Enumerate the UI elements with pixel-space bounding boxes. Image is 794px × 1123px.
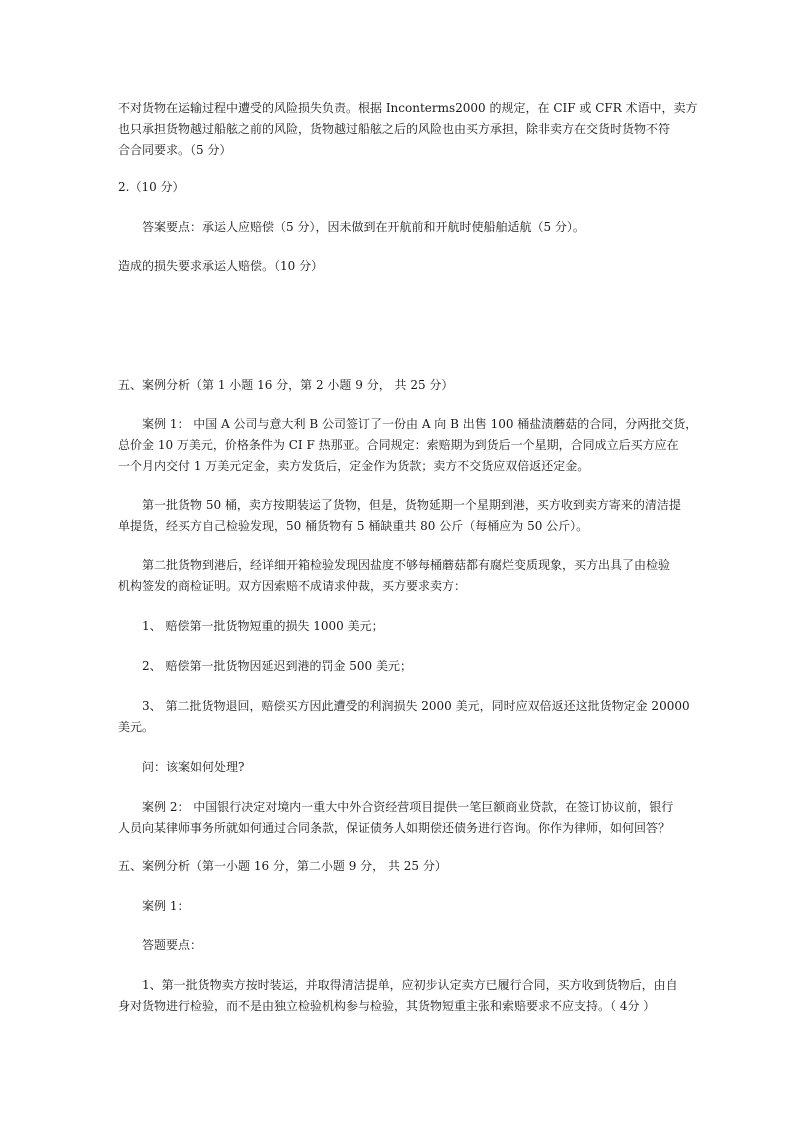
section5-heading bbox=[118, 375, 678, 396]
claim-item-3 bbox=[118, 696, 690, 738]
case1-paragraph bbox=[118, 414, 698, 477]
intro-paragraph bbox=[118, 98, 698, 161]
text-line: 也只承担货物越过船舷之前的风险，货物越过船舷之后的风险也由买方承担，除非卖方在交货时货物不符 bbox=[118, 122, 671, 136]
case1-batch1-paragraph bbox=[118, 495, 681, 537]
text-line: 单提货，经买方自己检验发现，50 桶货物有 5 桶缺重共 80 公斤（每桶应为 50 公斤）。 bbox=[118, 519, 589, 533]
answers-section-heading bbox=[118, 856, 678, 877]
q2-heading bbox=[118, 177, 678, 198]
text-line: 1、 赔偿第一批货物短重的损失 1000 美元； bbox=[142, 619, 384, 633]
text-line: 答案要点：承运人应赔偿（5 分），因未做到在开航前和开航时使船舶适航（5 分）。 bbox=[142, 220, 585, 234]
text-line: 身对货物进行检验，而不是由独立检验机构参与检验，其货物短重主张和索赔要求不应支持。（ 4分 ） bbox=[118, 999, 656, 1013]
answer-point-1 bbox=[118, 975, 678, 1017]
text-line: 案例 2： 中国银行决定对境内一重大中外合资经营项目提供一笔巨额商业贷款，在签订协议前，银行 bbox=[142, 800, 674, 814]
case1-batch2-paragraph bbox=[118, 555, 678, 597]
text-line: 五、案例分析（第 1 小题 16 分，第 2 小题 9 分， 共 25 分） bbox=[118, 378, 454, 392]
text-line: 2.（10 分） bbox=[118, 180, 185, 194]
text-line: 总价金 10 万美元，价格条件为 CI F 热那亚。合同规定：索赔期为到货后一个星期，合同成立后买方应在 bbox=[118, 438, 679, 452]
text-line: 一个月内交付 1 万美元定金，卖方发货后，定金作为货款；卖方不交货应双倍返还定金。 bbox=[118, 459, 590, 473]
text-line: 第一批货物 50 桶，卖方按期装运了货物，但是，货物延期一个星期到港，买方收到卖方寄来的清洁提 bbox=[142, 498, 681, 512]
case1-question bbox=[118, 757, 702, 778]
claim-item-1 bbox=[118, 616, 702, 637]
answer-points-label bbox=[118, 935, 702, 956]
text-line: 问：该案如何处理? bbox=[142, 760, 245, 774]
claim-item-2 bbox=[118, 656, 702, 677]
text-line: 2、 赔偿第一批货物因延迟到港的罚金 500 美元； bbox=[142, 659, 412, 673]
text-line: 美元。 bbox=[118, 720, 155, 734]
text-line: 机构签发的商检证明。双方因索赔不成请求仲裁，买方要求卖方： bbox=[118, 579, 467, 593]
text-line: 案例 1： 中国 A 公司与意大利 B 公司签订了一份由 A 向 B 出售 100 桶盐渍蘑菇的合同，分两批交货， bbox=[142, 417, 698, 431]
text-line: 1、第一批货物卖方按时装运，并取得清洁提单，应初步认定卖方已履行合同，买方收到货物后，由自 bbox=[142, 978, 678, 992]
text-line: 3、 第二批货物退回，赔偿买方因此遭受的利润损失 2000 美元，同时应双倍返还这批货物定金 20000 bbox=[142, 699, 690, 713]
q2-continuation bbox=[118, 256, 678, 277]
text-line: 合合同要求。（5 分） bbox=[118, 143, 232, 157]
text-line: 五、案例分析（第一小题 16 分，第二小题 9 分， 共 25 分） bbox=[118, 859, 447, 873]
text-line: 不对货物在运输过程中遭受的风险损失负责。根据 Inconterms2000 的规定，在 CIF 或 CFR 术语中，卖方 bbox=[118, 101, 698, 115]
text-line: 第二批货物到港后，经详细开箱检验发现因盐度不够每桶蘑菇都有腐烂变质现象，买方出具了由检验 bbox=[142, 558, 671, 572]
q2-answer bbox=[118, 217, 702, 238]
case2-paragraph bbox=[118, 797, 678, 839]
text-line: 答题要点： bbox=[142, 938, 203, 952]
answers-case1-label bbox=[118, 896, 702, 917]
text-line: 人员向某律师事务所就如何通过合同条款，保证债务人如期偿还债务进行咨询。你作为律师，如何回答？ bbox=[118, 821, 671, 835]
text-line: 造成的损失要求承运人赔偿。（10 分） bbox=[118, 259, 324, 273]
text-line: 案例 1： bbox=[142, 899, 190, 913]
